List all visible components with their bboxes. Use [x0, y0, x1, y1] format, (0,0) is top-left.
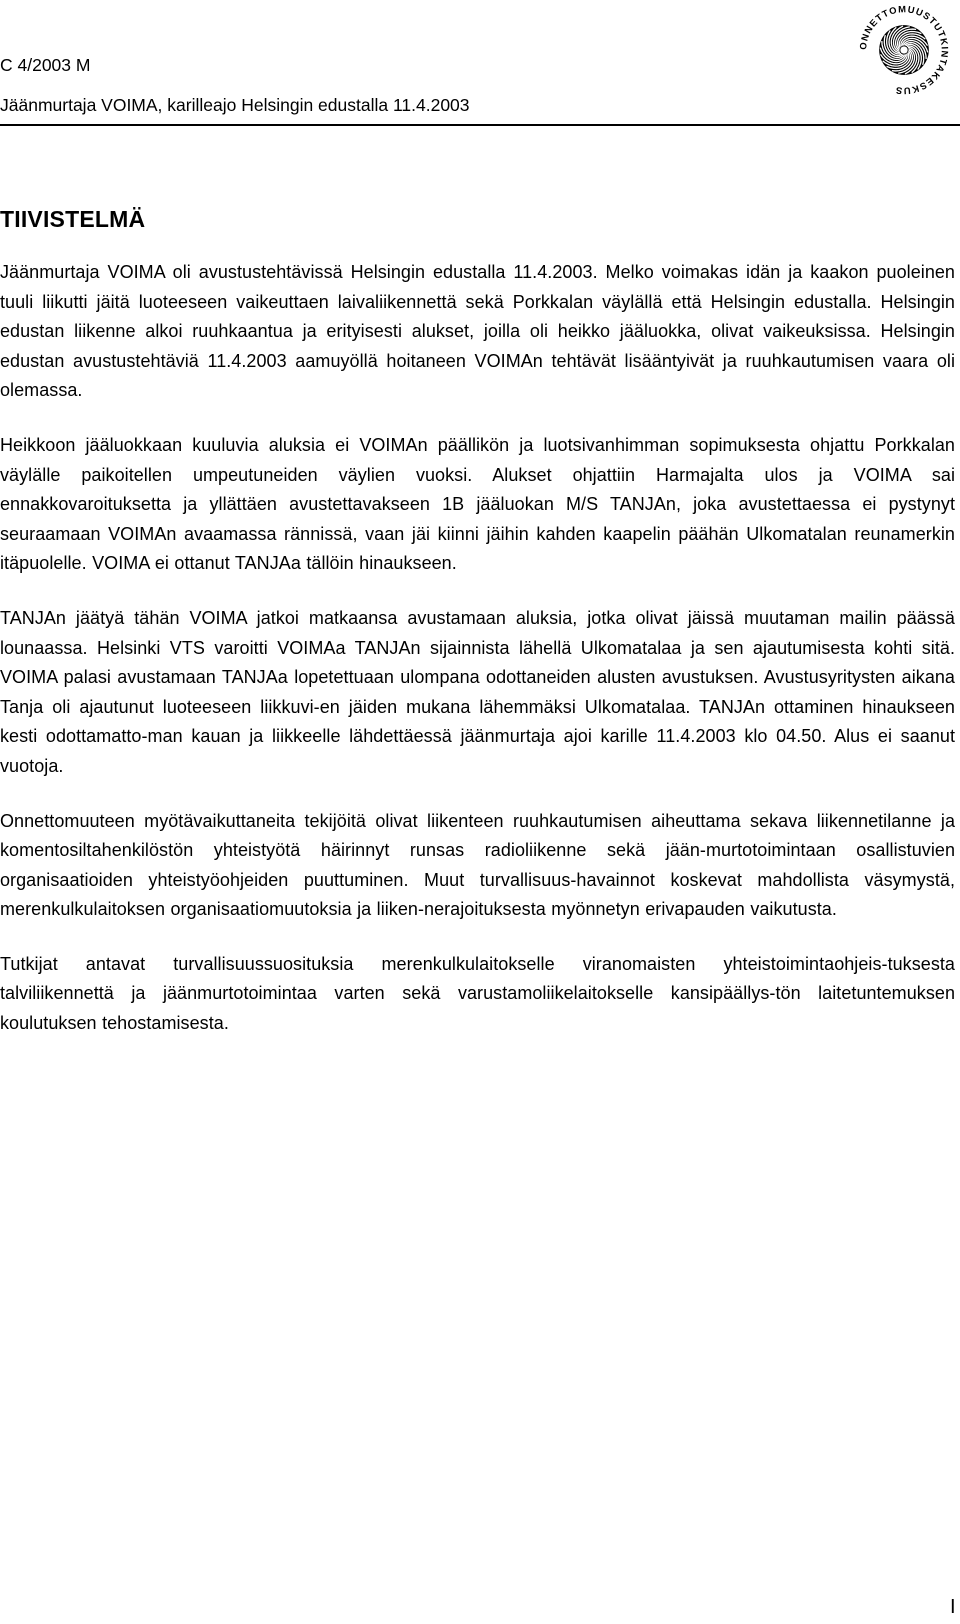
- page-header: [0, 0, 960, 126]
- summary-body: [0, 258, 955, 1064]
- summary-paragraph: Onnettomuuteen myötävaikuttaneita tekijöitä olivat liikenteen ruuhkautumisen aiheuttama sekava liikennetilanne ja komentosiltahenkilöstön yhteistyötä häirinnyt runsas radioliikenne sekä jään-murtotoimintaan osallistuvien organisaatioiden yhteistyöohjeiden puuttuminen. Muut turvallisuus-havainnot koskevat mahdollista väsymystä, merenkulkulaitoksen organisaatiomuutoksia ja liiken-nerajoituksesta myönnetyn erivapauden vaikutusta.: [0, 810, 955, 920]
- header-divider: [0, 124, 960, 126]
- summary-paragraph: Jäänmurtaja VOIMA oli avustustehtävissä Helsingin edustalla 11.4.2003. Melko voimakas idän ja kaakon puoleinen tuuli liikutti jäitä luoteeseen vaikeuttaen laivaliikennettä sekä Porkkalan väylällä että Helsingin edustalla. Helsingin edustan liikenne alkoi ruuhkaantua ja erityisesti alukset, joilla oli heikko jääluokka, olivat vaikeuksissa. Helsingin edustan avustustehtäviä 11.4.2003 aamuyöllä hoitaneen VOIMAn tehtävät lisääntyivät ja ruuhkautumisen vaara oli olemassa.: [0, 262, 955, 401]
- report-code: C 4/2003 M: [0, 55, 91, 75]
- logo-ring-text: ONNETTOMUUSTUTKINTAKESKUS: [858, 4, 950, 96]
- page-number: I: [950, 1596, 956, 1618]
- report-subtitle: Jäänmurtaja VOIMA, karilleajo Helsingin edustalla 11.4.2003: [0, 95, 470, 115]
- summary-paragraph: Tutkijat antavat turvallisuussuosituksia merenkulkulaitokselle viranomaisten yhteistoimintaohjeis-tuksesta talviliikennettä ja jäänmurtotoimintaa varten sekä varustamoliikelaitokselle kansipäällys-tön laitetuntemuksen koulutuksen tehostamisesta.: [0, 953, 955, 1034]
- summary-paragraph: TANJAn jäätyä tähän VOIMA jatkoi matkaansa avustamaan aluksia, jotka olivat jäissä muutaman mailin päässä lounaassa. Helsinki VTS varoitti VOIMAa TANJAn sijainnista lähellä Ulkomatalaa ja sen ajautumisesta kohti sitä. VOIMA palasi avustamaan TANJAa lopetettuaan ulompana odottaneiden alusten avustuksen. Avustusyritysten aikana Tanja oli ajautunut luoteeseen liikkuvi-en jäiden mukana lähemmäksi Ulkomatalaa. TANJAn ottaminen hinaukseen kesti odottamatto-man kauan ja liikkeelle lähdettäessä jäänmurtaja ajoi karille 11.4.2003 klo 04.50. Alus ei saanut vuotoja.: [0, 607, 955, 776]
- page-title: TIIVISTELMÄ: [0, 206, 146, 232]
- summary-paragraph: Heikkoon jääluokkaan kuuluvia aluksia ei VOIMAn päällikön ja luotsivanhimman sopimuksesta ohjattu Porkkalan väylälle paikoitellen umpeutuneiden väylien vuoksi. Alukset ohjattiin Harmajalta ulos ja VOIMA sai ennakkovaroituksetta ja yllättäen avustettavakseen 1B jääluokan M/S TANJAn, joka avustettaessa ei pystynyt seuraamaan VOIMAn avaamassa rännissä, vaan jäi kiinni jäihin kahden kaapelin päähän Ulkomatalan reunamerkin itäpuolelle. VOIMA ei ottanut TANJAa tällöin hinaukseen.: [0, 434, 955, 574]
- accident-investigation-board-logo: [858, 4, 950, 96]
